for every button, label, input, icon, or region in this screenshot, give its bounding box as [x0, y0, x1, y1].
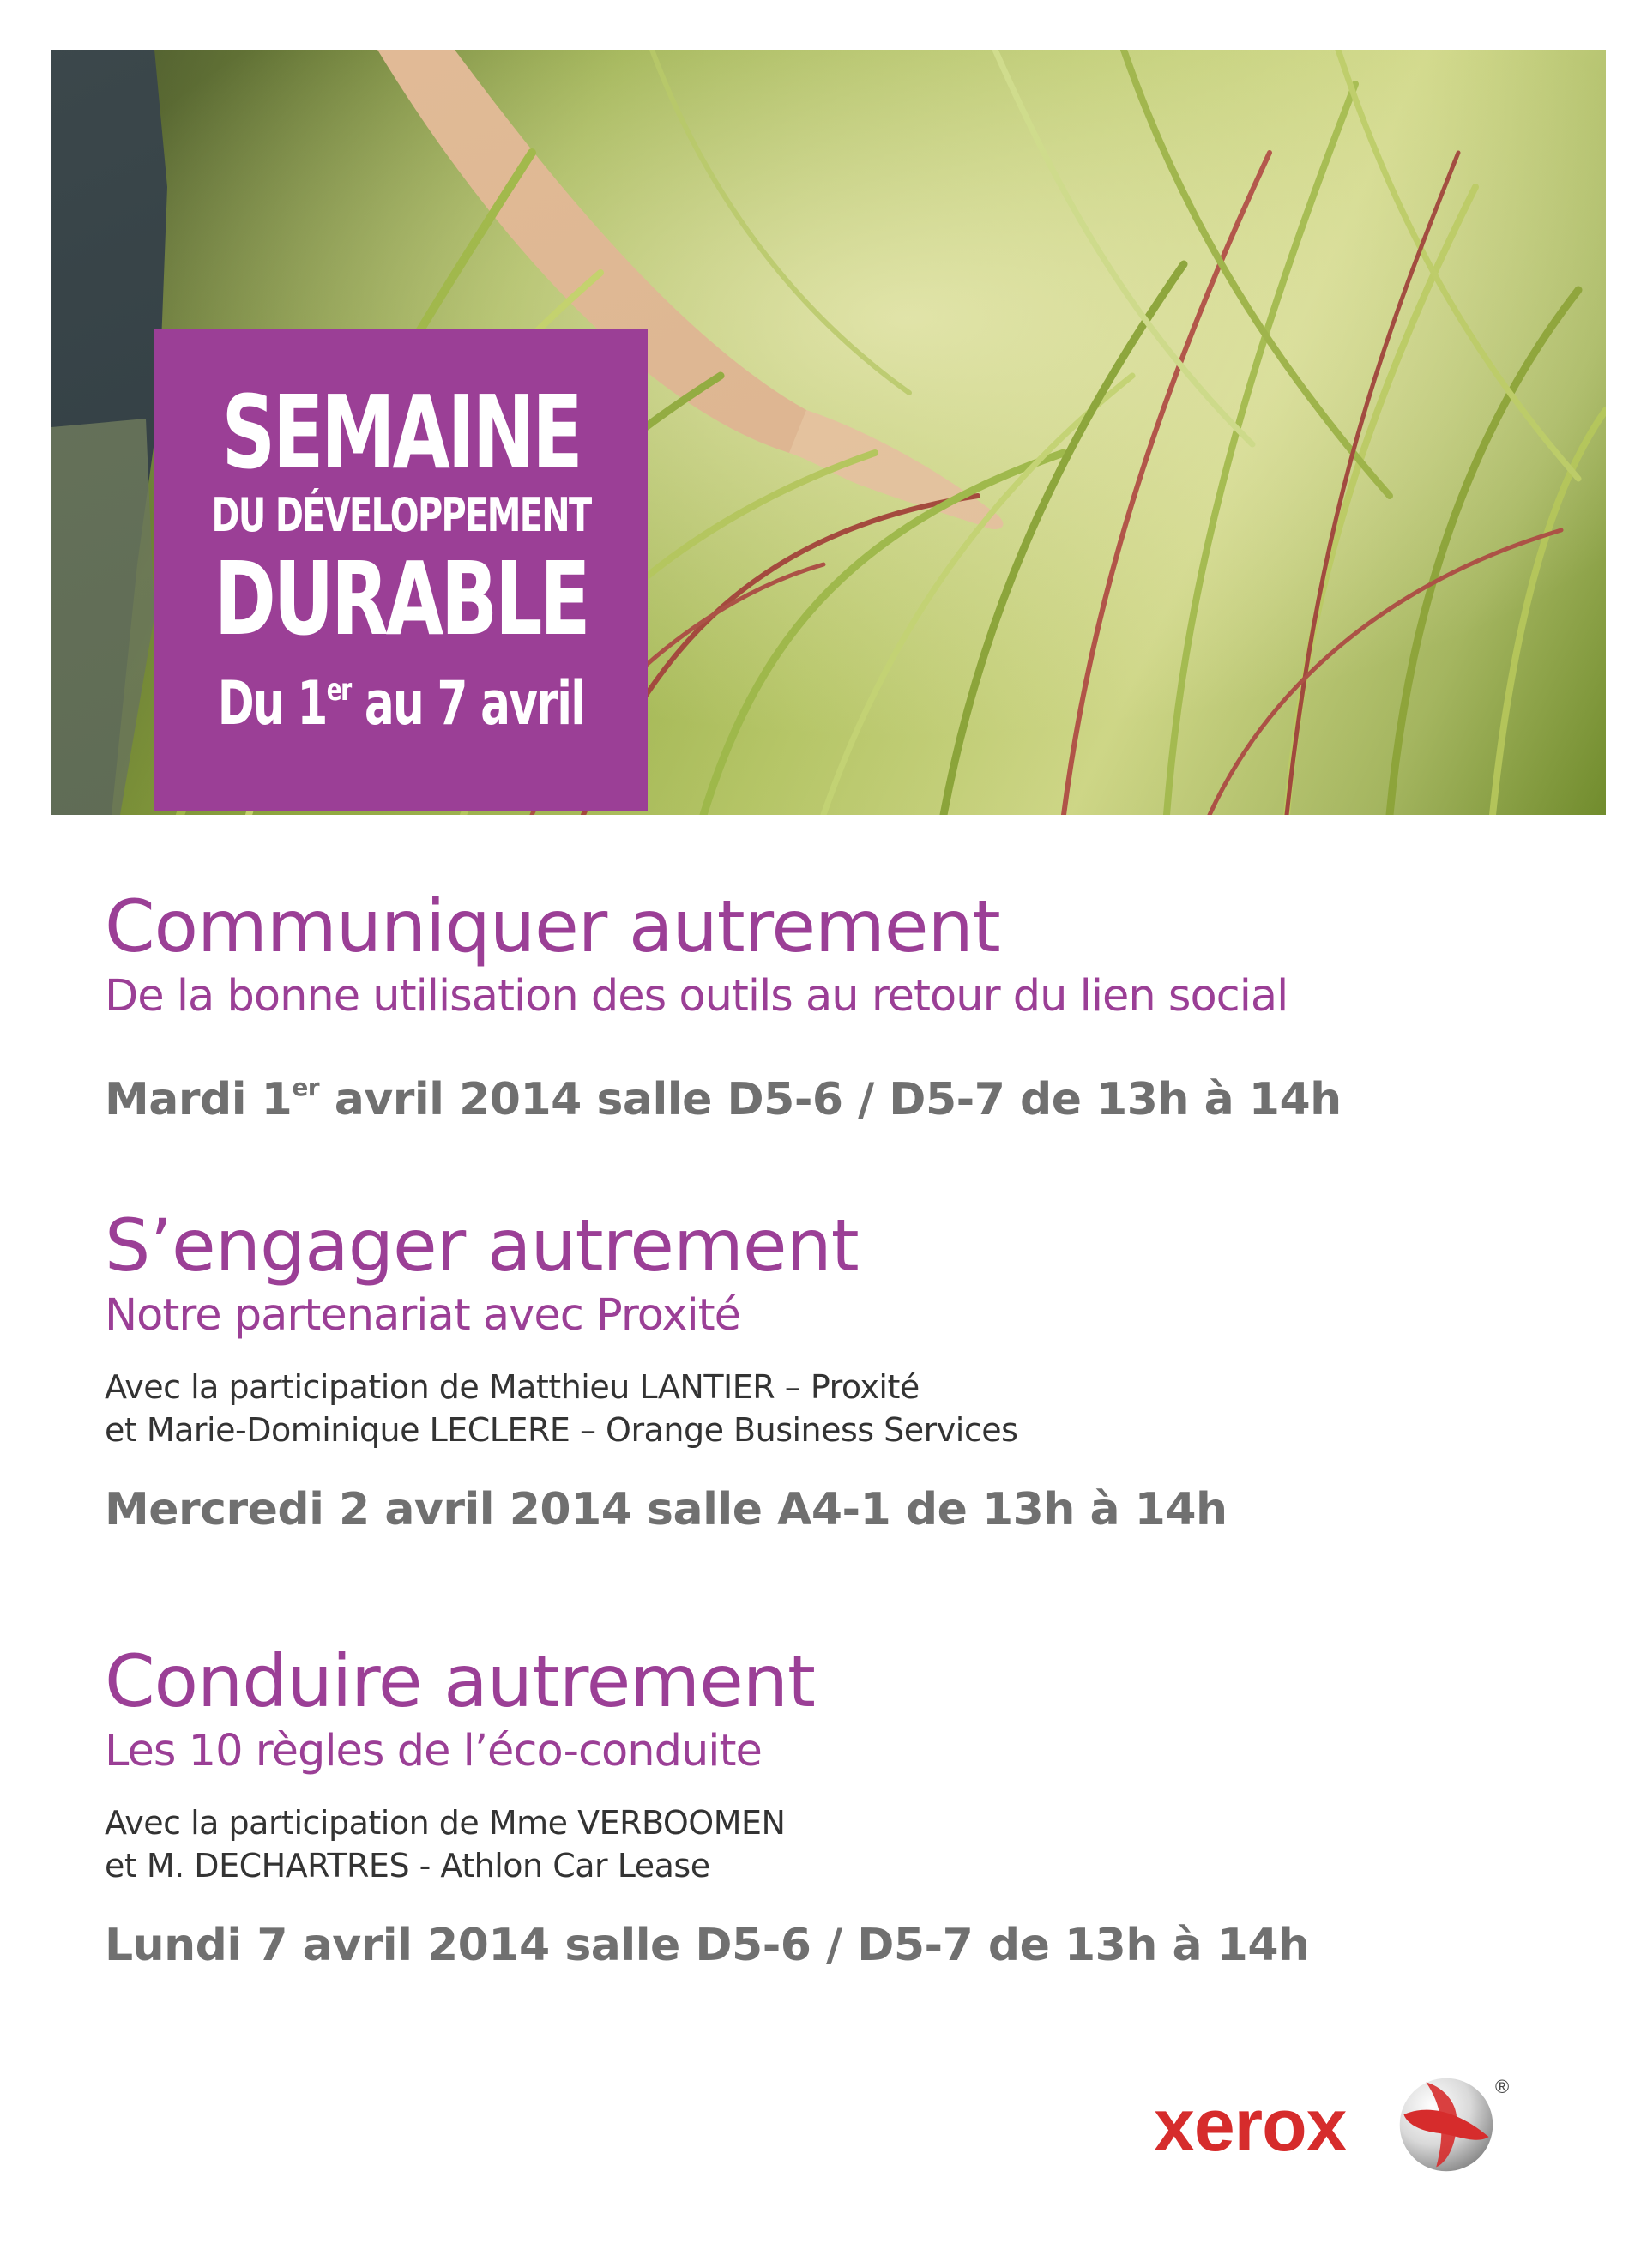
event-title: S’engager autrement — [105, 1203, 859, 1288]
participants-line: Avec la participation de Mme VERBOOMEN — [105, 1804, 786, 1842]
badge-dates-suffix: au 7 avril — [350, 668, 585, 739]
event-communiquer — [105, 884, 1342, 1127]
xerox-wordmark: xerox — [1154, 2084, 1347, 2167]
participants-line: Avec la participation de Matthieu LANTIER – Proxité — [105, 1368, 920, 1406]
hero-photo — [51, 50, 1606, 815]
event-subtitle: De la bonne utilisation des outils au retour du lien social — [105, 971, 1288, 1022]
event-date: Mercredi 2 avril 2014 salle A4-1 de 13h à 14h — [105, 1484, 1228, 1535]
event-participants — [105, 1366, 1228, 1451]
event-date-prefix: Mardi 1 — [105, 1074, 293, 1125]
xerox-logo — [1154, 2074, 1514, 2177]
event-date-sup: er — [292, 1073, 320, 1101]
badge-dates — [199, 654, 604, 739]
event-date: Lundi 7 avril 2014 salle D5-6 / D5-7 de 13h à 14h — [105, 1920, 1310, 1971]
event-date — [105, 1060, 1342, 1127]
event-date-suffix: avril 2014 salle D5-6 / D5-7 de 13h à 14h — [319, 1074, 1342, 1125]
event-subtitle: Notre partenariat avec Proxité — [105, 1290, 741, 1341]
event-title: Communiquer autrement — [105, 884, 1000, 968]
badge-dates-sup: er — [326, 673, 351, 708]
badge-line-semaine: SEMAINE — [221, 373, 581, 492]
badge-line-durable: DURABLE — [214, 540, 588, 658]
xerox-sphere-icon — [1396, 2074, 1497, 2175]
registered-mark: ® — [1495, 2076, 1510, 2097]
badge-line-developpement: DU DÉVELOPPEMENT — [211, 488, 591, 542]
event-conduire — [105, 1638, 1310, 1973]
event-title: Conduire autrement — [105, 1639, 815, 1723]
participants-line: et Marie-Dominique LECLERE – Orange Business Services — [105, 1411, 1018, 1449]
event-title-badge — [154, 329, 648, 811]
event-engager — [105, 1203, 1228, 1537]
event-subtitle: Les 10 règles de l’éco-conduite — [105, 1726, 762, 1776]
event-participants — [105, 1801, 1310, 1887]
badge-dates-prefix: Du 1 — [217, 668, 327, 739]
participants-line: et M. DECHARTRES - Athlon Car Lease — [105, 1847, 710, 1885]
